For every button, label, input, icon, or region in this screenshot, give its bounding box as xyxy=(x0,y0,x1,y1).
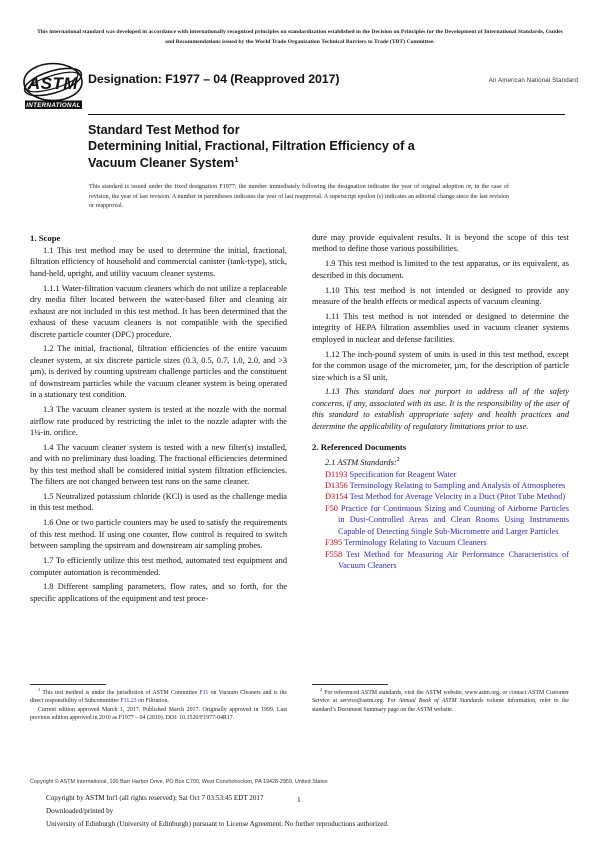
header-divider xyxy=(88,114,565,115)
license-line-3: University of Edinburgh (University of Edinburgh) pursuant to License Agreement. No further reproductions authorized. xyxy=(46,819,389,828)
paragraph-1-10: 1.10 This test method is not intended or designed to provide any measure of the health effects or medical aspects of vacuum cleaning. xyxy=(312,285,569,307)
list-item[interactable] xyxy=(325,503,569,537)
footnote-2 xyxy=(312,689,569,714)
paragraph-1-4: 1.4 The vacuum cleaner system is tested with a new filter(s) installed, and with no preliminary dust loading. The fractional efficiencies determined by this test method shall be considered initial system filtration efficiencies. The filters are not changed between test runs on the same cleaner. xyxy=(30,442,287,487)
footnote-left xyxy=(30,684,287,723)
wto-preamble-note: This international standard was developed in accordance with internationally recognized principles on standardization established in the Decision on Principles for the Development of International Standards, Guides and Recommendations issued by the World Trade Organization Technical Barriers to Trade (TBT) Committee. xyxy=(37,29,563,45)
referenced-standards-list xyxy=(312,469,569,572)
footnote-divider xyxy=(312,684,388,685)
paragraph-1-11: 1.11 This test method is not intended or designed to determine the integrity of HEPA filtration assemblies used in vacuum cleaner systems employed in nuclear and defense facilities. xyxy=(312,311,569,344)
paragraph-1-8-continuation: dure may provide equivalent results. It is beyond the scope of this test method to define those various possibilities. xyxy=(312,233,569,254)
standard-code-link[interactable]: F50 xyxy=(325,503,338,513)
standard-title-link[interactable]: Terminology Relating to Vacuum Cleaners xyxy=(344,538,487,548)
list-item[interactable] xyxy=(325,537,569,548)
standard-code-link[interactable]: F395 xyxy=(325,538,343,548)
subsection-astm-standards xyxy=(312,457,569,468)
license-line-2: Downloaded/printed by xyxy=(46,806,114,815)
paragraph-1-3: 1.3 The vacuum cleaner system is tested at the nozzle with the normal airflow rate produced by restricting the inlet to the nozzle adapter with the 1¼-in. orifice. xyxy=(30,405,287,437)
footnote-marker: 1 xyxy=(38,687,41,693)
page-title xyxy=(88,122,508,171)
title-footnote-marker: 1 xyxy=(234,154,239,164)
standard-title-link[interactable]: Test Method for Average Velocity in a Duct (Pitot Tube Method) xyxy=(349,492,566,502)
page-number: 1 xyxy=(297,795,301,804)
paragraph-1-12: 1.12 The inch-pound system of units is used in this test method, except for the common usage of the micrometer, µm, for the description of particle size which is a SI unit. xyxy=(312,349,569,382)
list-item[interactable] xyxy=(325,480,569,491)
astm-logo-icon xyxy=(22,62,90,110)
issued-under-note: This standard is issued under the fixed designation F1977; the number immediately following the designation indicates the year of original adoption or, in the case of revision, the year of last revision. A number in parentheses indicates the year of last reapproval. A superscript epsilon (ε) indicates an editorial change since the last revision or reapproval. xyxy=(89,184,509,210)
column-right xyxy=(312,232,569,571)
title-line-2: Determining Initial, Fractional, Filtration Efficiency of a xyxy=(88,139,415,154)
paragraph-1-5: 1.5 Neutralized potassium chloride (KCl) is used as the challenge media in this test method. xyxy=(30,492,287,513)
license-block xyxy=(46,792,561,830)
license-line-1: Copyright by ASTM Int'l (all rights reserved); Sat Oct 7 03:53:45 EDT 2017 xyxy=(46,794,264,802)
footnote-text-a: For referenced ASTM standards, visit the ASTM website, www.astm.org, or contact ASTM Customer Service at service@astm.org. For xyxy=(312,690,569,705)
designation-text: Designation: F1977 – 04 (Reapproved 2017) xyxy=(88,72,340,86)
svg-text:INTERNATIONAL: INTERNATIONAL xyxy=(26,102,81,110)
designation-header xyxy=(22,62,578,112)
footnote-italic-title: Annual Book of ASTM Standards xyxy=(398,698,484,705)
column-left xyxy=(30,232,287,604)
footnote-marker: 2 xyxy=(320,687,323,693)
standard-code-link[interactable]: D1193 xyxy=(325,469,348,479)
paragraph-1-8: 1.8 Different sampling parameters, flow rates, and so forth, for the specific applications of the equipment and test proce- xyxy=(30,582,287,603)
footnote-divider xyxy=(30,684,106,685)
subcommittee-link[interactable]: F11.23 xyxy=(120,698,137,705)
footnote-edition-info: Current edition approved March 1, 2017. Published March 2017. Originally approved in 1999. Last previous edition approved in 2010 as F1977 – 04 (2010). DOI: 10.1520/F1977-04R17. xyxy=(30,706,287,722)
footnote-text-a: This test method is under the jurisdiction of ASTM Committee xyxy=(42,690,200,696)
list-item[interactable] xyxy=(325,491,569,502)
footnote-text-b: on Vacuum Cleaners and is the direct responsibility of Subcommittee xyxy=(30,690,288,705)
subsection-footnote-marker: 2 xyxy=(396,457,400,464)
section-heading-referenced-documents: 2. Referenced Documents xyxy=(312,442,407,453)
section-spacer xyxy=(312,432,569,441)
committee-link[interactable]: F11 xyxy=(199,690,209,696)
standard-title-link[interactable]: Test Method for Measuring Air Performance Characteristics of Vacuum Cleaners xyxy=(338,549,569,570)
copyright-notice: Copyright © ASTM International, 100 Barr Harbor Drive, PO Box C700, West Conshohocken, PA 19428-2959, United States xyxy=(30,779,328,785)
section-heading-scope: 1. Scope xyxy=(30,233,61,243)
footnote-text-c: on Filtration. xyxy=(136,698,169,705)
footnote-right xyxy=(312,684,569,714)
title-line-1: Standard Test Method for xyxy=(88,123,240,137)
title-line-3-text: Vacuum Cleaner System xyxy=(88,155,235,170)
paragraph-1-7: 1.7 To efficiently utilize this test method, automated test equipment and computer automation is recommended. xyxy=(30,556,287,577)
standard-code-link[interactable]: D1356 xyxy=(325,481,348,491)
svg-text:ASTM: ASTM xyxy=(27,74,79,93)
list-item[interactable] xyxy=(325,469,569,480)
ansi-note: An American National Standard xyxy=(488,77,578,84)
footnote-1 xyxy=(30,689,287,706)
standard-title-link[interactable]: Practice for Continuous Sizing and Counting of Airborne Particles in Dust-Controlled Areas and Clean Rooms Using Instruments Capable of Detecting Single Sub-Micrometre and Larger Particles xyxy=(338,503,569,536)
standard-code-link[interactable]: F558 xyxy=(325,549,343,559)
title-line-3 xyxy=(88,155,508,171)
paragraph-1-9: 1.9 This test method is limited to the test apparatus, or its equivalent, as described in this document. xyxy=(312,259,569,280)
subsection-label: 2.1 ASTM Standards: xyxy=(325,458,397,468)
paragraph-1-1: 1.1 This test method may be used to determine the initial, fractional, filtration efficiency of household and commercial canister (tank-type), stick, hand-held, upright, and utility vacuum cleaner systems. xyxy=(30,246,287,278)
paragraph-1-2: 1.2 The initial, fractional, filtration efficiencies of the entire vacuum cleaner system, at six discrete particle sizes (0.3, 0.5, 0.7, 1.0, 2.0, and >3 µm), is derived by counting upstream challenge particles and the constituent of downstream particles while the vacuum cleaner system is being operated in a stationary test condition. xyxy=(30,344,287,400)
standard-code-link[interactable]: D3154 xyxy=(325,492,348,502)
paragraph-1-1-1: 1.1.1 Water-filtration vacuum cleaners which do not utilize a replaceable dry media filter located between the water-based filter and cleaning air exhaust are not included in this test method. It has been determined that the exhaust of these vacuum cleaners is not compatible with the specified discrete particle counter (DPC) procedure. xyxy=(30,283,287,339)
standard-title-link[interactable]: Terminology Relating to Sampling and Analysis of Atmospheres xyxy=(349,481,566,491)
paragraph-1-6: 1.6 One or two particle counters may be used to satisfy the requirements of this test method. If using one counter, flow control is required to switch between sampling the upstream and downstream air sampling probes. xyxy=(30,518,287,551)
standard-title-link[interactable]: Specification for Reagent Water xyxy=(349,469,457,479)
footnote-text-b: volume information, refer to the standard’s Document Summary page on the ASTM website. xyxy=(312,698,569,713)
paragraph-1-13: 1.13 This standard does not purport to address all of the safety concerns, if any, associated with its use. It is the responsibility of the user of this standard to establish appropriate safety and health practices and determine the applicability of regulatory limitations prior to use. xyxy=(312,387,569,431)
list-item[interactable] xyxy=(325,549,569,572)
